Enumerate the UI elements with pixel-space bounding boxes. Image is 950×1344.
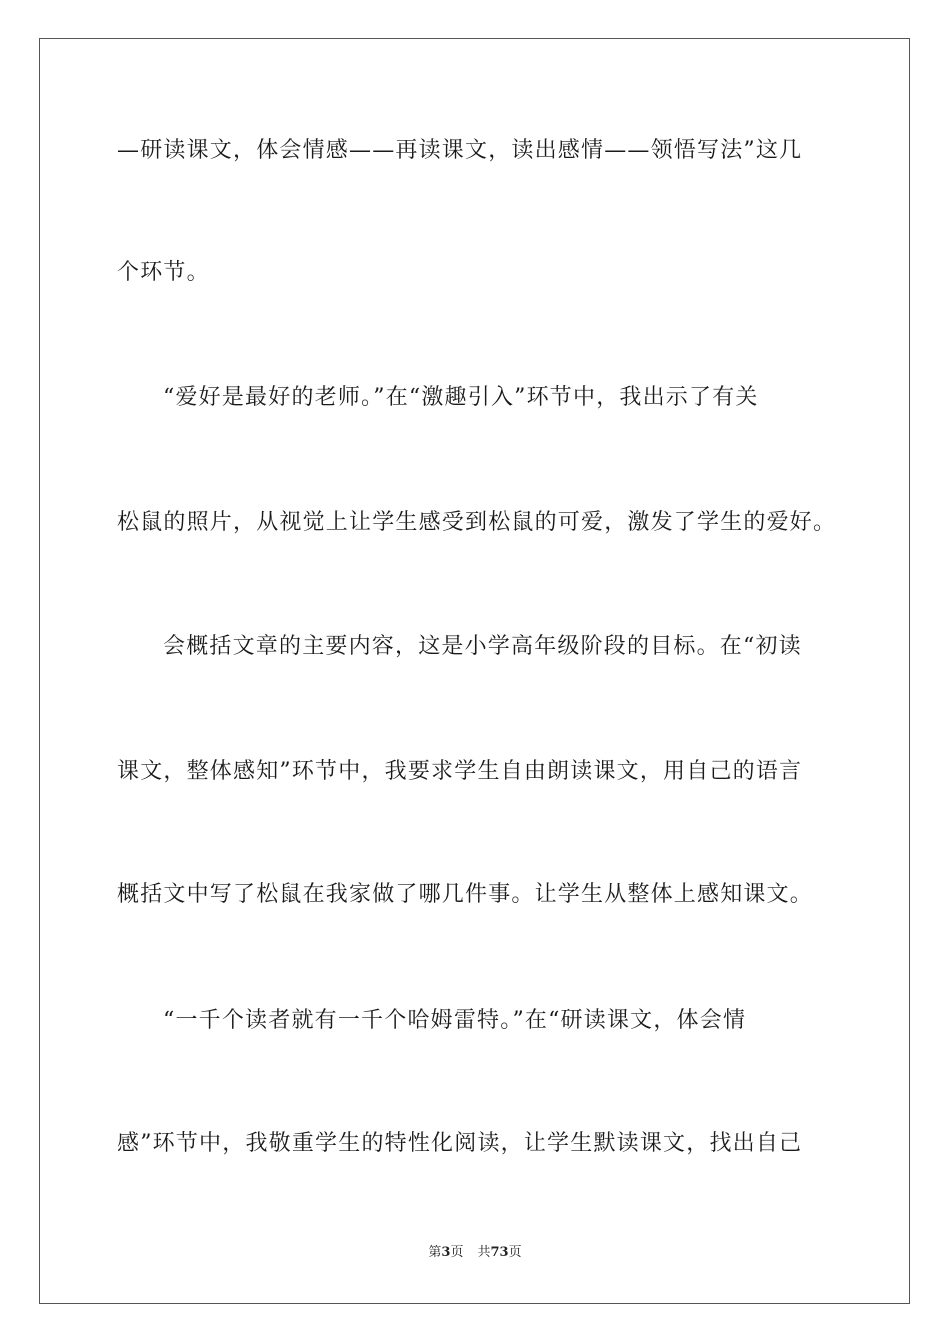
footer-total-pages: 73	[490, 1245, 509, 1260]
footer-total-suffix: 页	[508, 1245, 522, 1260]
body-line-2: 个环节。	[117, 260, 210, 285]
body-line-8: “一千个读者就有一千个哈姆雷特。”在“研读课文，体会情	[163, 1008, 747, 1033]
page-footer	[0, 1244, 950, 1262]
footer-page-suffix: 页	[450, 1245, 464, 1260]
body-line-6: 课文，整体感知”环节中，我要求学生自由朗读课文，用自己的语言	[117, 759, 803, 784]
body-line-5: 会概括文章的主要内容，这是小学高年级阶段的目标。在“初读	[163, 634, 802, 659]
footer-prefix: 第	[428, 1245, 442, 1260]
body-line-4: 松鼠的照片，从视觉上让学生感受到松鼠的可爱，激发了学生的爱好。	[117, 510, 837, 535]
footer-total-prefix: 共	[477, 1245, 491, 1260]
page-border	[39, 38, 910, 1304]
body-line-7: 概括文中写了松鼠在我家做了哪几件事。让学生从整体上感知课文。	[117, 882, 814, 907]
body-line-9: 感”环节中，我敬重学生的特性化阅读，让学生默读课文，找出自己	[117, 1131, 803, 1156]
body-line-1: —研读课文，体会情感——再读课文，读出感情——领悟写法”这几	[117, 138, 803, 163]
body-line-3: “爱好是最好的老师。”在“激趣引入”环节中，我出示了有关	[163, 385, 759, 410]
footer-page-number: 3	[441, 1245, 451, 1260]
